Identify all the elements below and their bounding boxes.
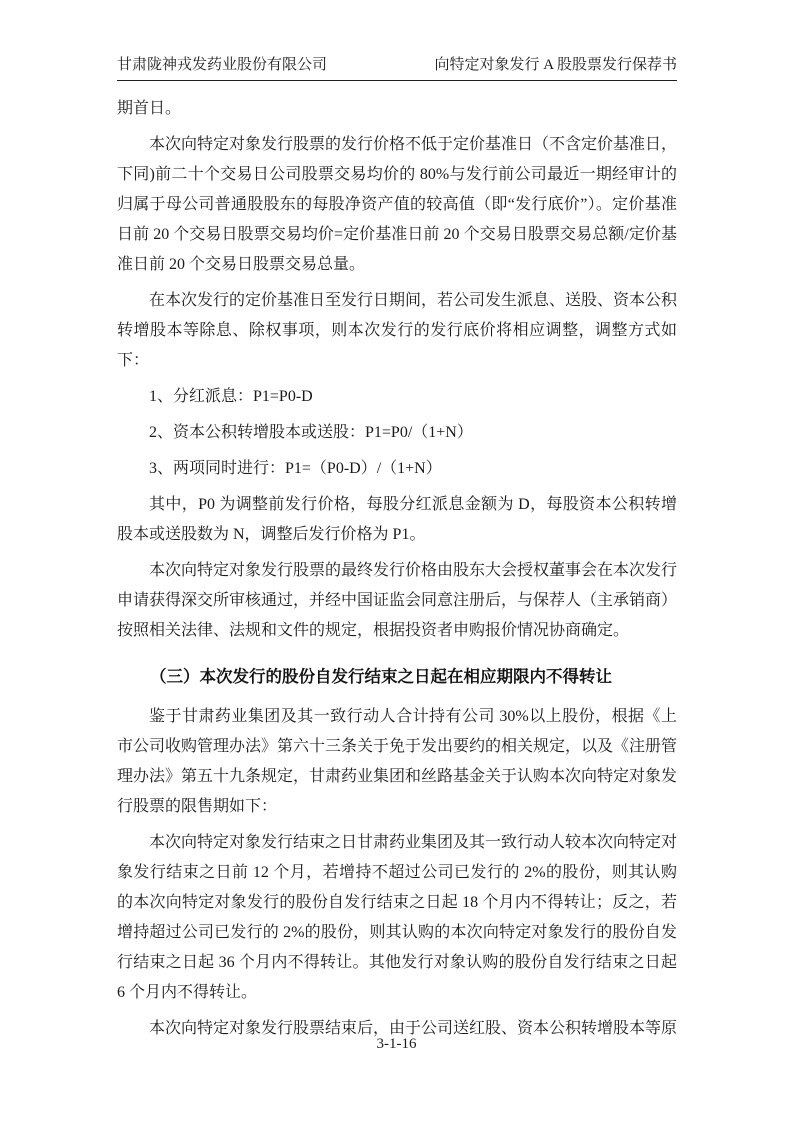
header-document-title: 向特定对象发行 A 股股票发行保荐书 <box>434 57 677 73</box>
page-number: 3-1-16 <box>376 1036 417 1052</box>
formula-list-item-dividend: 1、分红派息：P1=P0-D <box>149 388 313 405</box>
body-paragraph-lockup-periods: 本次向特定对象发行结束之日甘肃药业集团及其一致行动人较本次向特定对象发行结束之日前 12 个月，若增持不超过公司已发行的 2%的股份，则其认购的本次向特定对象发行的股份自发行结束之日起 18 个月内不得转让；反之，若增持超过公司已发行的 2%的股份，则其认购的本次向特定对象发行的股份自发行结束之日起 36 个月内不得转让。其他发行对象认购的股份自发行结束之日起 6 个月内不得转让。 <box>117 834 678 1001</box>
body-paragraph-variable-definitions: 其中，P0 为调整前发行价格，每股分红派息金额为 D，每股资本公积转增股本或送股数为 N，调整后发行价格为 P1。 <box>117 496 677 543</box>
body-paragraph-final-price: 本次向特定对象发行股票的最终发行价格由股东大会授权董事会在本次发行申请获得深交所审核通过，并经中国证监会同意注册后，与保荐人（主承销商）按照相关法律、法规和文件的规定，根据投资者申购报价情况协商确定。 <box>117 562 678 639</box>
section-heading-lockup: （三）本次发行的股份自发行结束之日起在相应期限内不得转让 <box>150 668 612 686</box>
body-paragraph-pricing-rule: 本次向特定对象发行股票的发行价格不低于定价基准日（不含定价基准日，下同)前二十个交易日公司股票交易均价的 80%与发行前公司最近一期经审计的归属于母公司普通股股东的每股净资产值的较高值（即“发行底价”）。定价基准日前 20 个交易日股票交易均价=定价基准日前 20 个交易日股票交易总额/定价基准日前 20 个交易日股票交易总量。 <box>117 136 678 273</box>
document-body <box>117 81 677 1044</box>
page-header <box>117 0 677 81</box>
body-paragraph-post-issuance: 本次向特定对象发行股票结束后，由于公司送红股、资本公积转增股本等原 <box>149 1020 678 1037</box>
formula-list-item-capitalization: 2、资本公积转增股本或送股：P1=P0/（1+N） <box>149 424 473 441</box>
paragraph-continuation: 期首日。 <box>117 100 182 117</box>
body-paragraph-adjustment-intro: 在本次发行的定价基准日至发行日期间，若公司发生派息、送股、资本公积转增股本等除息、除权事项，则本次发行的发行底价将相应调整，调整方式如下： <box>117 292 678 369</box>
formula-list-item-combined: 3、两项同时进行：P1=（P0-D）/（1+N） <box>149 460 442 477</box>
header-company-name: 甘肃陇神戎发药业股份有限公司 <box>117 57 328 73</box>
body-paragraph-lockup-basis: 鉴于甘肃药业集团及其一致行动人合计持有公司 30%以上股份，根据《上市公司收购管理办法》第六十三条关于免于发出要约的相关规定，以及《注册管理办法》第五十九条规定，甘肃药业集团和丝路基金关于认购本次向特定对象发行股票的限售期如下： <box>117 708 678 815</box>
